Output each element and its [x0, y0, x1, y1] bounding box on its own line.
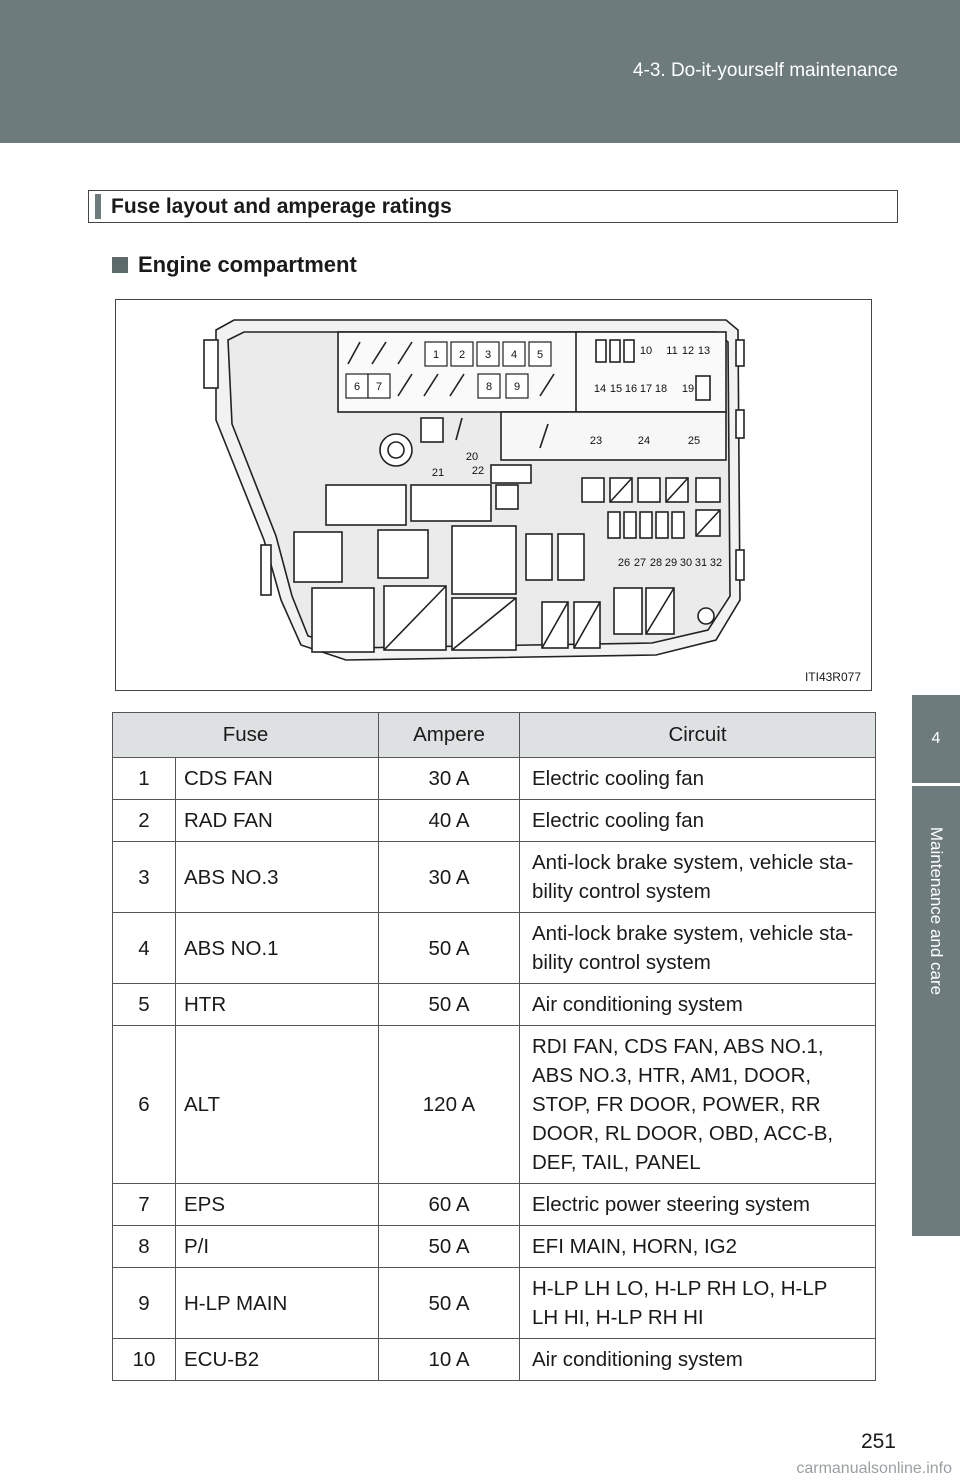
fuse-ampere: 50 A	[379, 984, 520, 1026]
svg-text:10: 10	[639, 345, 653, 357]
fuse-ampere: 120 A	[379, 1026, 520, 1184]
header-ampere: Ampere	[379, 713, 520, 758]
svg-text:11: 11	[666, 345, 678, 357]
fuse-ampere: 30 A	[379, 842, 520, 913]
fuse-box-illustration	[116, 300, 873, 692]
page-number: 251	[860, 1430, 896, 1453]
fuse-circuit: H-LP LH LO, H-LP RH LO, H-LP LH HI, H-LP RH HI	[520, 1268, 876, 1339]
section-title-marker	[95, 194, 101, 219]
svg-text:20: 20	[465, 451, 479, 463]
fuse-number: 2	[113, 800, 176, 842]
fuse-number: 9	[113, 1268, 176, 1339]
table-row	[113, 913, 876, 984]
fuse-table	[112, 712, 876, 1381]
fuse-ampere: 50 A	[379, 1226, 520, 1268]
subheading	[112, 252, 357, 278]
table-row	[113, 1268, 876, 1339]
header-fuse: Fuse	[113, 713, 379, 758]
fuse-number: 10	[113, 1339, 176, 1381]
fuse-name: HTR	[176, 984, 379, 1026]
fuse-number: 3	[113, 842, 176, 913]
svg-text:6: 6	[353, 381, 361, 393]
svg-text:13: 13	[697, 345, 711, 357]
fuse-name: ABS NO.3	[176, 842, 379, 913]
chapter-tab-number: 4	[912, 695, 960, 783]
table-row	[113, 800, 876, 842]
svg-text:16: 16	[624, 383, 638, 395]
table-row	[113, 1226, 876, 1268]
svg-text:14: 14	[593, 383, 607, 395]
fuse-number: 6	[113, 1026, 176, 1184]
table-row	[113, 1339, 876, 1381]
table-row	[113, 984, 876, 1026]
fuse-ampere: 10 A	[379, 1339, 520, 1381]
fuse-name: EPS	[176, 1184, 379, 1226]
fuse-name: RAD FAN	[176, 800, 379, 842]
fuse-circuit: Electric cooling fan	[520, 800, 876, 842]
fuse-number: 7	[113, 1184, 176, 1226]
table-row	[113, 1026, 876, 1184]
svg-text:18: 18	[654, 383, 668, 395]
watermark: carmanualsonline.info	[796, 1460, 952, 1477]
fuse-name: ECU-B2	[176, 1339, 379, 1381]
svg-text:21: 21	[431, 467, 445, 479]
svg-text:15: 15	[609, 383, 623, 395]
fuse-ampere: 60 A	[379, 1184, 520, 1226]
fuse-circuit: Electric power steering system	[520, 1184, 876, 1226]
chapter-tab-label: Maintenance and care	[927, 826, 946, 996]
fuse-name: P/I	[176, 1226, 379, 1268]
fuse-box-diagram	[115, 299, 872, 691]
svg-text:32: 32	[709, 557, 723, 569]
svg-text:28: 28	[649, 557, 663, 569]
svg-text:2: 2	[458, 349, 466, 361]
fuse-ampere: 50 A	[379, 1268, 520, 1339]
header-circuit: Circuit	[520, 713, 876, 758]
svg-text:31: 31	[694, 557, 708, 569]
svg-text:30: 30	[679, 557, 693, 569]
section-header: 4-3. Do-it-yourself maintenance	[632, 60, 898, 81]
fuse-circuit: Air conditioning system	[520, 984, 876, 1026]
svg-text:23: 23	[589, 435, 603, 447]
fuse-ampere: 30 A	[379, 758, 520, 800]
fuse-circuit: Anti-lock brake system, vehicle sta- bility control system	[520, 913, 876, 984]
fuse-number: 1	[113, 758, 176, 800]
subheading-text: Engine compartment	[138, 252, 357, 277]
svg-text:24: 24	[637, 435, 651, 447]
fuse-circuit: Air conditioning system	[520, 1339, 876, 1381]
fuse-circuit: Electric cooling fan	[520, 758, 876, 800]
svg-text:12: 12	[681, 345, 695, 357]
table-row	[113, 1184, 876, 1226]
table-header-row	[113, 713, 876, 758]
svg-text:19: 19	[681, 383, 695, 395]
fuse-circuit: EFI MAIN, HORN, IG2	[520, 1226, 876, 1268]
square-bullet-icon	[112, 257, 128, 273]
svg-text:5: 5	[536, 349, 544, 361]
section-title: Fuse layout and amperage ratings	[111, 195, 452, 218]
svg-text:7: 7	[375, 381, 383, 393]
svg-text:26: 26	[617, 557, 631, 569]
table-row	[113, 842, 876, 913]
svg-text:9: 9	[513, 381, 521, 393]
fuse-ampere: 40 A	[379, 800, 520, 842]
fuse-ampere: 50 A	[379, 913, 520, 984]
fuse-name: ALT	[176, 1026, 379, 1184]
table-row	[113, 758, 876, 800]
fuse-number: 5	[113, 984, 176, 1026]
svg-text:17: 17	[639, 383, 653, 395]
fuse-number: 8	[113, 1226, 176, 1268]
fuse-circuit: RDI FAN, CDS FAN, ABS NO.1, ABS NO.3, HTR, AM1, DOOR, STOP, FR DOOR, POWER, RR DOOR, RL DOOR, OBD, ACC-B, DEF, TAIL, PANEL	[520, 1026, 876, 1184]
svg-text:27: 27	[633, 557, 647, 569]
svg-text:1: 1	[432, 349, 440, 361]
svg-text:3: 3	[484, 349, 492, 361]
fuse-name: ABS NO.1	[176, 913, 379, 984]
svg-text:29: 29	[664, 557, 678, 569]
svg-text:25: 25	[687, 435, 701, 447]
fuse-name: CDS FAN	[176, 758, 379, 800]
fuse-name: H-LP MAIN	[176, 1268, 379, 1339]
section-title-box	[88, 190, 898, 223]
diagram-code: ITI43R077	[804, 670, 861, 684]
fuse-circuit: Anti-lock brake system, vehicle sta- bility control system	[520, 842, 876, 913]
svg-text:8: 8	[485, 381, 493, 393]
svg-text:22: 22	[471, 465, 485, 477]
svg-text:4: 4	[510, 349, 518, 361]
fuse-number: 4	[113, 913, 176, 984]
